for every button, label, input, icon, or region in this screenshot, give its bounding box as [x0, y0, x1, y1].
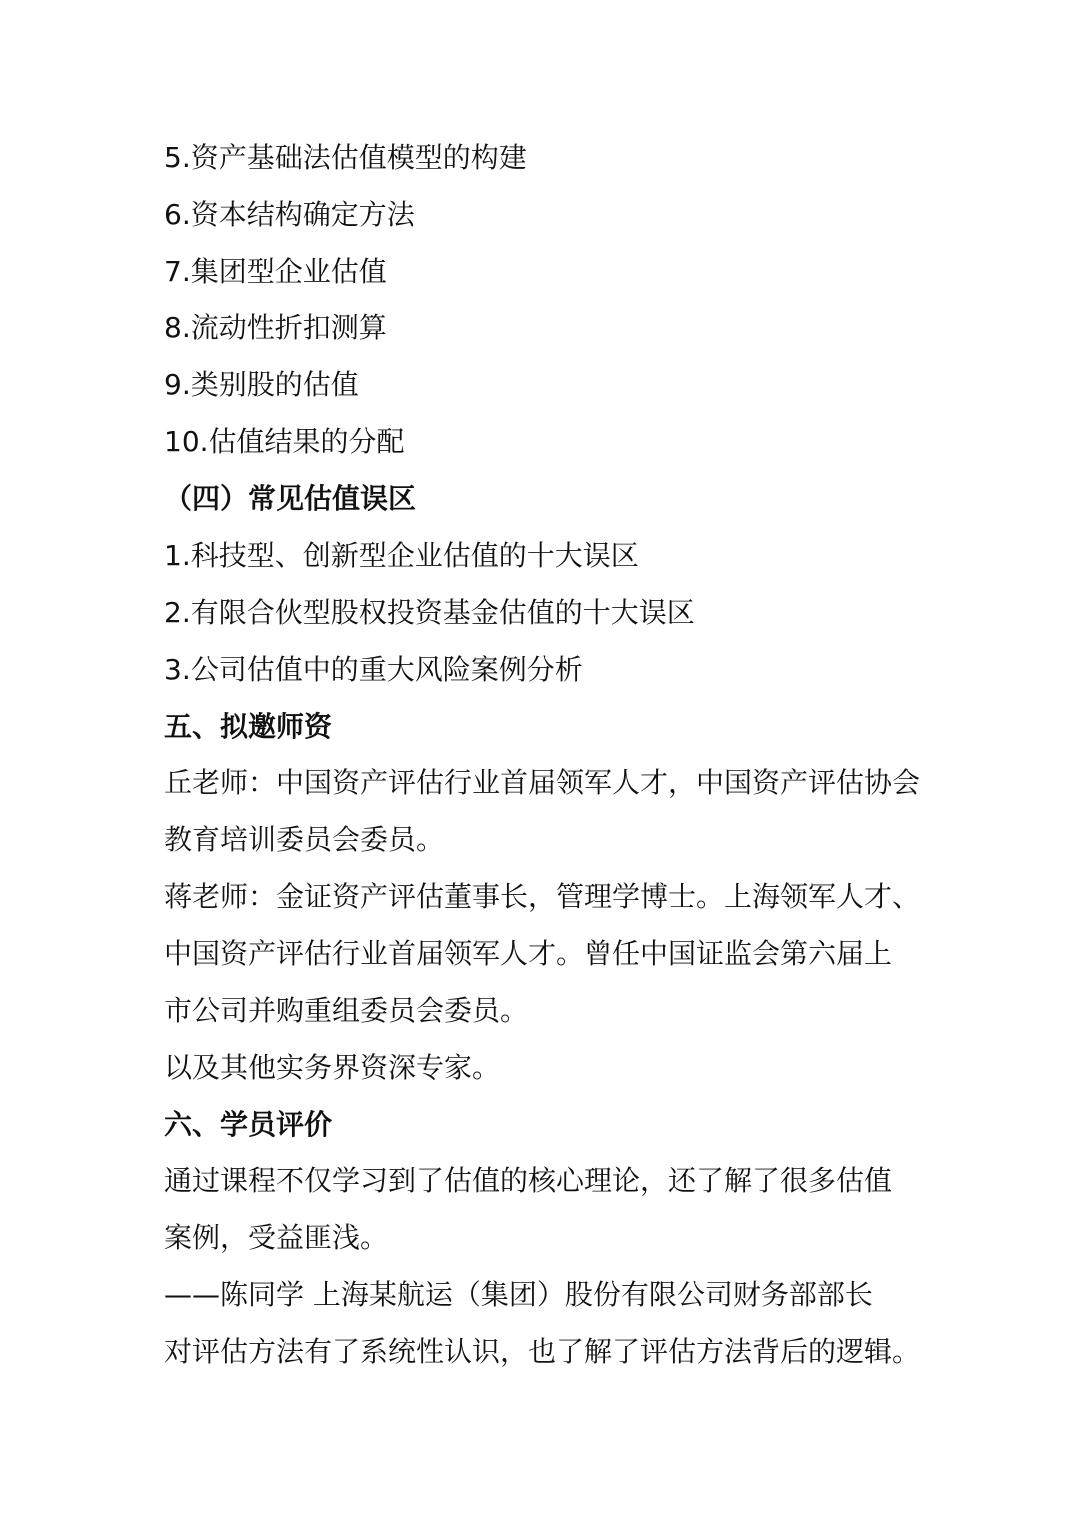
section-heading-teachers: 五、拟邀师资: [164, 710, 333, 743]
review-2-line-1: 对评估方法有了系统性认识，也了解了评估方法背后的逻辑。: [164, 1335, 921, 1368]
list-item-7: 7.集团型企业估值: [164, 255, 387, 288]
section-heading-4: （四）常见估值误区: [164, 482, 417, 515]
list-item-8: 8.流动性折扣测算: [164, 311, 387, 344]
teacher-jiang-line-2: 中国资产评估行业首届领军人才。曾任中国证监会第六届上: [164, 937, 893, 970]
misconception-item-1: 1.科技型、创新型企业估值的十大误区: [164, 539, 639, 572]
list-item-5: 5.资产基础法估值模型的构建: [164, 141, 527, 174]
list-item-10: 10.估值结果的分配: [164, 425, 405, 458]
teacher-jiang-line-1: 蒋老师：金证资产评估董事长，管理学博士。上海领军人才、: [164, 880, 921, 913]
review-1-line-1: 通过课程不仅学习到了估值的核心理论，还了解了很多估值: [164, 1164, 893, 1197]
list-item-9: 9.类别股的估值: [164, 368, 359, 401]
misconception-item-2: 2.有限合伙型股权投资基金估值的十大误区: [164, 596, 695, 629]
review-1-line-2: 案例，受益匪浅。: [164, 1221, 389, 1254]
list-item-6: 6.资本结构确定方法: [164, 198, 415, 231]
review-1-author: ——陈同学 上海某航运（集团）股份有限公司财务部部长: [164, 1278, 873, 1311]
section-heading-reviews: 六、学员评价: [164, 1108, 333, 1141]
misconception-item-3: 3.公司估值中的重大风险案例分析: [164, 653, 583, 686]
teacher-qiu-line-1: 丘老师：中国资产评估行业首届领军人才，中国资产评估协会: [164, 766, 921, 799]
other-experts: 以及其他实务界资深专家。: [164, 1051, 501, 1084]
teacher-qiu-line-2: 教育培训委员会委员。: [164, 823, 445, 856]
teacher-jiang-line-3: 市公司并购重组委员会委员。: [164, 994, 529, 1027]
